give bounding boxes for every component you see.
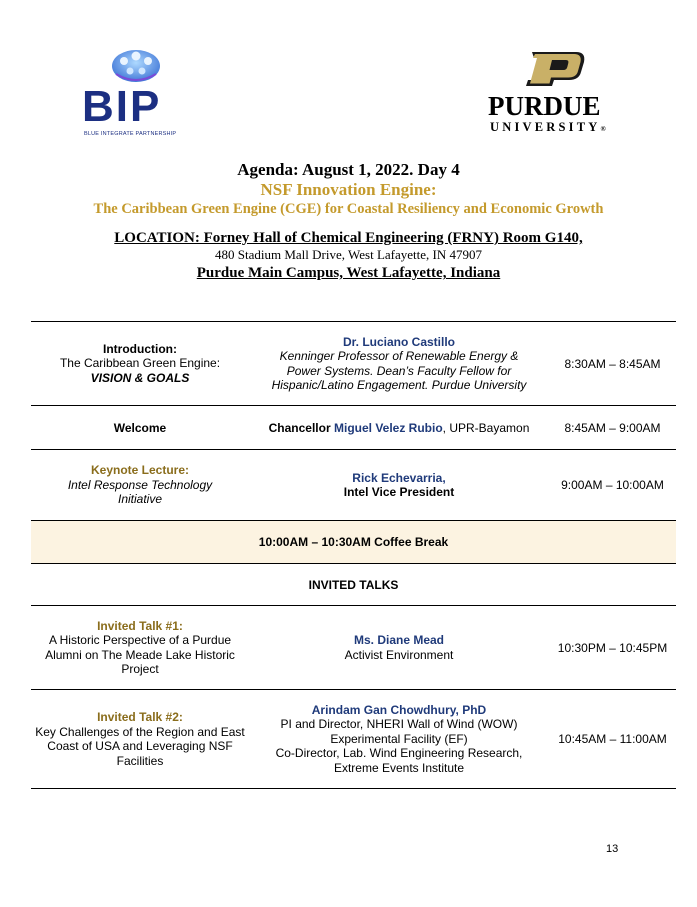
time-cell: 8:30AM – 8:45AM: [549, 322, 676, 406]
purdue-logo: [488, 50, 618, 140]
table-row: [31, 690, 676, 789]
trademark-mark: ®: [600, 125, 606, 133]
bip-tagline: BLUE INTEGRATE PARTNERSHIP: [84, 131, 177, 137]
speaker-name: Rick Echevarria,: [352, 470, 446, 485]
speaker-cell: [249, 322, 549, 406]
speaker-role-secondary: Co-Director, Lab. Wind Engineering Research, Extreme Events Institute: [275, 746, 523, 775]
speaker-affiliation: , UPR-Bayamon: [442, 420, 530, 435]
speaker-cell: [249, 450, 549, 521]
nsf-engine-title: NSF Innovation Engine:: [260, 180, 437, 199]
speaker-role: Activist Environment: [344, 647, 454, 662]
speaker-role: Intel Vice President: [343, 485, 455, 499]
purdue-university-label: UNIVERSITY: [490, 120, 601, 134]
location-line: LOCATION: Forney Hall of Chemical Engineering (FRNY) Room G140,: [114, 230, 583, 246]
speaker-cell: [249, 690, 549, 789]
session-subtitle: Key Challenges of the Region and East Coast of USA and Leveraging NSF Facilities: [35, 724, 245, 768]
time-cell: 8:45AM – 9:00AM: [549, 406, 676, 450]
time-cell: 9:00AM – 10:00AM: [549, 450, 676, 521]
time-cell: 10:45AM – 11:00AM: [549, 690, 676, 789]
session-subtitle: A Historic Perspective of a Purdue Alumni on The Meade Lake Historic Project: [45, 633, 235, 676]
speaker-cell: [249, 406, 549, 450]
address-line: 480 Stadium Mall Drive, West Lafayette, IN 47907: [215, 247, 482, 262]
speaker-name: Dr. Luciano Castillo: [342, 334, 456, 349]
session-cell: [31, 690, 249, 789]
session-title: Invited Talk #2:: [97, 710, 183, 724]
session-title: Introduction:: [103, 341, 177, 356]
bip-logo: [82, 44, 192, 140]
campus-line: Purdue Main Campus, West Lafayette, Indiana: [196, 265, 501, 281]
people-globe-icon: [110, 44, 162, 84]
cge-title: The Caribbean Green Engine (CGE) for Coastal Resiliency and Economic Growth: [93, 201, 604, 217]
session-title: Keynote Lecture:: [90, 463, 190, 478]
speaker-name: Ms. Diane Mead: [353, 633, 445, 647]
speaker-role: Kenninger Professor of Renewable Energy & Power Systems. Dean’s Faculty Fellow for Hispanic/Latino Engagement. Purdue University: [271, 349, 527, 392]
session-title: Invited Talk #1:: [97, 618, 183, 633]
table-row: [31, 521, 676, 564]
speaker-prefix: Chancellor: [268, 420, 334, 435]
session-subtitle: Intel Response Technology Initiative: [67, 477, 213, 507]
speaker-cell: [249, 606, 549, 690]
agenda-heading: [0, 160, 697, 282]
speaker-name: Miguel Velez Rubio: [333, 420, 443, 435]
agenda-date-title: Agenda: August 1, 2022. Day 4: [237, 160, 460, 179]
bip-wordmark: BIP: [82, 82, 162, 131]
table-row: [31, 406, 676, 450]
purdue-wordmark: PURDUE: [488, 91, 601, 121]
session-title: Welcome: [31, 406, 249, 450]
speaker-name: Arindam Gan Chowdhury, PhD: [311, 702, 487, 717]
session-subtitle: The Caribbean Green Engine:: [59, 356, 221, 371]
session-cell: [31, 450, 249, 521]
session-cell: [31, 606, 249, 690]
time-cell: 10:30PM – 10:45PM: [549, 606, 676, 690]
page-number: 13: [606, 843, 619, 855]
purdue-university-text: [490, 120, 606, 135]
agenda-table: [31, 321, 676, 789]
session-emphasis: VISION & GOALS: [90, 370, 190, 385]
session-cell: [31, 322, 249, 406]
invited-talks-header: INVITED TALKS: [31, 564, 676, 606]
table-row: [31, 450, 676, 521]
coffee-break: 10:00AM – 10:30AM Coffee Break: [31, 521, 676, 564]
speaker-role: PI and Director, NHERI Wall of Wind (WOW) Experimental Facility (EF): [280, 717, 518, 746]
table-row: [31, 606, 676, 690]
table-row: [31, 564, 676, 606]
purdue-p-icon: [518, 50, 588, 88]
table-row: [31, 322, 676, 406]
